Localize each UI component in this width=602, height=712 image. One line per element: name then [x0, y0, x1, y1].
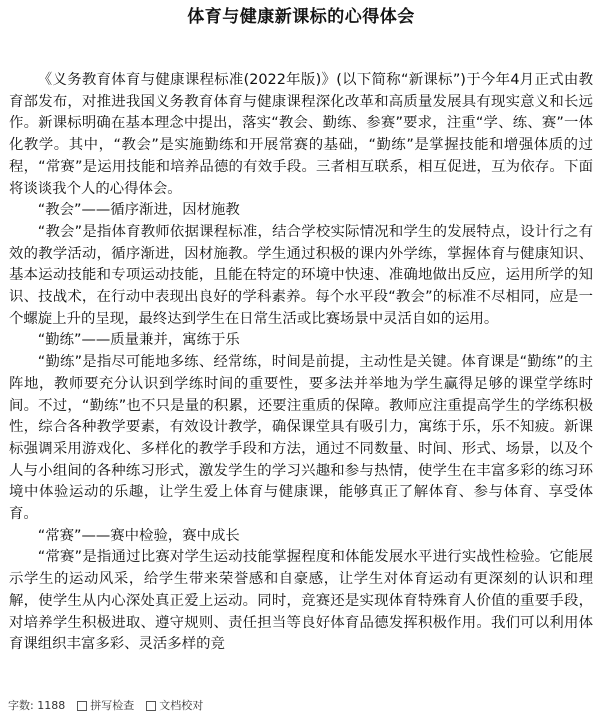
spell-check-label: 拼写检查: [90, 699, 135, 712]
doc-proofread-button[interactable]: [146, 700, 203, 712]
word-count: 字数: 1188: [8, 699, 66, 712]
document-title: 体育与健康新课标的心得体会: [187, 7, 415, 27]
section-heading-compete: “常赛”——赛中检验，赛中成长: [37, 527, 240, 544]
doc-proofread-label: 文档校对: [159, 699, 204, 712]
spell-check-icon: [77, 701, 87, 711]
status-bar: [0, 699, 602, 712]
paragraph-intro: 《义务教育体育与健康课程标准(2022年版)》(以下简称“新课标”)于今年4月正式由教育部发布，对推进我国义务教育体育与健康课程深化改革和高质量发展具有现实意义和长远作。新课标明确在基本理念中提出，落实“教会、勤练、参赛”要求，注重“学、练、赛”一体化教学。其中，“教会”是实施勤练和开展常赛的基础，“勤练”是掌握技能和增强体质的过程，“常赛”是运用技能和培养品德的有效手段。三者相互联系，相互促进，互为依存。下面将谈谈我个人的心得体会。: [9, 72, 593, 197]
paragraph-teach: “教会”是指体育教师依据课程标准，结合学校实际情况和学生的发展特点，设计行之有效的教学活动，循序渐进，因材施教。学生通过积极的课内外学练，掌握体育与健康知识、基本运动技能和专项运动技能，且能在特定的环境中快速、准确地做出反应，运用所学的知识、技战术，在行动中表现出良好的学科素养。每个水平段“教会”的标准不尽相同，应是一个螺旋上升的呈现，最终达到学生在日常生活或比赛场景中灵活自如的运用。: [9, 223, 593, 327]
section-heading-practice: “勤练”——质量兼并，寓练于乐: [37, 332, 240, 349]
paragraph-compete: “常赛”是指通过比赛对学生运动技能掌握程度和体能发展水平进行实战性检验。它能展示学生的运动风采，给学生带来荣誉感和自豪感，让学生对体育运动有更深刻的认识和理解，使学生从内心深处真正爱上运动。同时，竞赛还是实现体育特殊育人价值的重要手段，对培养学生积极进取、遵守规则、责任担当等良好体育品德发挥积极作用。我们可以利用体育课组织丰富多彩、灵活多样的竞: [9, 549, 593, 653]
doc-proofread-icon: [146, 701, 156, 711]
document-body: [9, 70, 593, 656]
spell-check-button[interactable]: [77, 700, 134, 712]
paragraph-practice: “勤练”是指尽可能地多练、经常练，时间是前提，主动性是关键。体育课是“勤练”的主阵地，教师要充分认识到学练时间的重要性，要多法并举地为学生赢得足够的课堂学练时间。不过，“勤练”也不只是量的积累，还要注重质的保障。教师应注重提高学生的学练积极性，综合各种教学要素，有效设计教学，确保课堂具有吸引力，寓练于乐，乐不知疲。新课标强调采用游戏化、多样化的教学手段和方法，通过不同数量、时间、形式、场景，以及个人与小组间的各种练习形式，激发学生的学习兴趣和参与热情，使学生在丰富多彩的练习环境中体验运动的乐趣，让学生爱上体育与健康课，能够真正了解体育、参与体育、享受体育。: [9, 354, 593, 523]
section-heading-teach: “教会”——循序渐进，因材施教: [37, 202, 240, 219]
